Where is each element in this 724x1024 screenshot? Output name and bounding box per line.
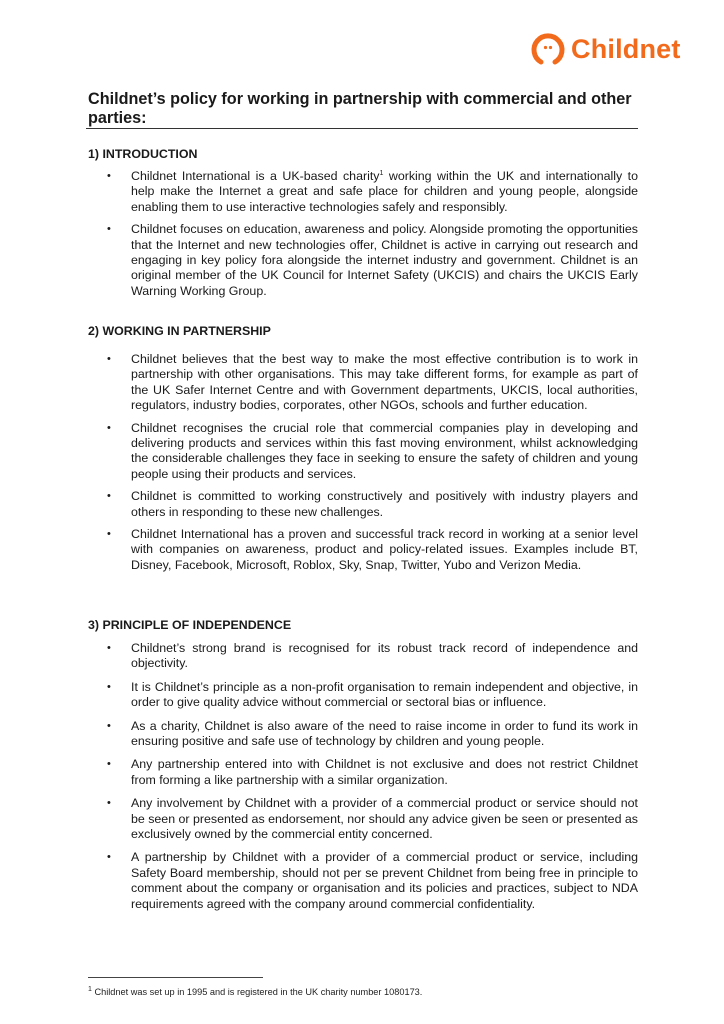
bullet-text: As a charity, Childnet is also aware of the need to raise income in order to fund its work in ensuring positive and safe use of technology by children and young people. <box>131 718 638 749</box>
childnet-face-icon <box>530 31 566 67</box>
title-underline <box>86 128 638 129</box>
bullet-text: It is Childnet’s principle as a non-profit organisation to remain independent and objective, in order to give quality advice without commercial or sectoral bias or influence. <box>131 679 638 710</box>
bullet-icon: • <box>107 797 111 810</box>
childnet-logo <box>530 31 681 67</box>
footnote <box>88 987 422 997</box>
bullet-text: Childnet believes that the best way to make the most effective contribution is to work in partnership with other organisations. This may take different forms, for example as part of the UK Safer Internet Centre and with Government departments, UKCIS, local authorities, regulators, industry bodies, corporates, other NGOs, schools and further education. <box>131 352 638 413</box>
bullet-text: Childnet recognises the crucial role that commercial companies play in developing and delivering products and services within this fast moving environment, whilst acknowledging the considerable challenges they face in seeking to ensure the safety of children and young people using their products and services. <box>131 420 638 481</box>
section-heading: 2) WORKING IN PARTNERSHIP <box>88 324 271 338</box>
document-title: Childnet’s policy for working in partnership with commercial and other parties: <box>88 90 632 127</box>
bullet-text: Any involvement by Childnet with a provider of a commercial product or service should not be seen or presented as endorsement, nor should any advice given be seen or presented as exclusively owned by the commercial entity concerned. <box>131 796 638 842</box>
section-heading: 3) PRINCIPLE OF INDEPENDENCE <box>88 618 292 632</box>
bullet-text: Childnet’s strong brand is recognised for its robust track record of independence and objectivity. <box>131 641 638 671</box>
bullet-icon: • <box>107 528 111 541</box>
list-item <box>88 527 638 573</box>
bullet-icon: • <box>107 421 111 434</box>
bullet-text: Childnet International is a UK-based charity <box>131 169 380 183</box>
list-item <box>88 680 638 711</box>
footnote-marker: 1 <box>88 985 92 993</box>
bullet-icon: • <box>107 758 111 771</box>
bullet-text: Any partnership entered into with Childnet is not exclusive and does not restrict Childnet from forming a like partnership with a similar organization. <box>131 757 638 787</box>
bullet-list <box>88 169 638 299</box>
list-item <box>88 850 638 912</box>
list-item <box>88 489 638 520</box>
section-working-in-partnership <box>88 324 638 573</box>
logo-wordmark: Childnet <box>571 33 681 64</box>
list-item <box>88 169 638 215</box>
footnote-separator <box>88 977 263 978</box>
bullet-icon: • <box>107 851 111 864</box>
list-item <box>88 352 638 414</box>
footnote-text: Childnet was set up in 1995 and is registered in the UK charity number 1080173. <box>91 987 423 997</box>
list-item <box>88 796 638 842</box>
section-introduction <box>88 147 638 299</box>
bullet-icon: • <box>107 490 111 503</box>
bullet-icon: • <box>107 719 111 732</box>
bullet-icon: • <box>107 680 111 693</box>
bullet-list <box>88 641 638 912</box>
bullet-icon: • <box>107 223 111 236</box>
bullet-text: working within the UK and internationally to help make the Internet a great and safe place for children and young people, alongside enabling them to use interactive technologies safely and responsibly. <box>131 169 638 214</box>
section-heading: 1) INTRODUCTION <box>88 147 198 161</box>
bullet-text: Childnet focuses on education, awareness and policy. Alongside promoting the opportunities that the Internet and new technologies offer, Childnet is active in carrying out research and engaging in key policy fora alongside the internet industry and government. Childnet is an original member of the UK Council for Internet Safety (UKCIS) and chairs the UKCIS Early Warning Working Group. <box>131 222 638 298</box>
footnote-ref[interactable]: 1 <box>379 169 384 177</box>
list-item <box>88 222 638 299</box>
bullet-icon: • <box>107 170 111 182</box>
bullet-text: Childnet is committed to working constructively and positively with industry players and others in responding to these new challenges. <box>131 489 638 519</box>
bullet-text: Childnet International has a proven and successful track record in working at a senior level with companies on awareness, product and policy-related issues. Examples include BT, Disney, Facebook, Microsoft, Roblox, Sky, Snap, Twitter, Yubo and Verizon Media. <box>131 527 638 572</box>
bullet-icon: • <box>107 642 111 654</box>
bullet-text: A partnership by Childnet with a provider of a commercial product or service, including Safety Board membership, should not per se prevent Childnet from being free in principle to comment about the company or organisation and its policies and practices, subject to NDA requirements agreed with the company around commercial confidentiality. <box>131 850 638 911</box>
section-principle-of-independence <box>88 618 638 912</box>
list-item <box>88 641 638 672</box>
bullet-icon: • <box>107 353 111 365</box>
list-item <box>88 421 638 483</box>
list-item <box>88 757 638 788</box>
bullet-list <box>88 352 638 573</box>
list-item <box>88 719 638 750</box>
